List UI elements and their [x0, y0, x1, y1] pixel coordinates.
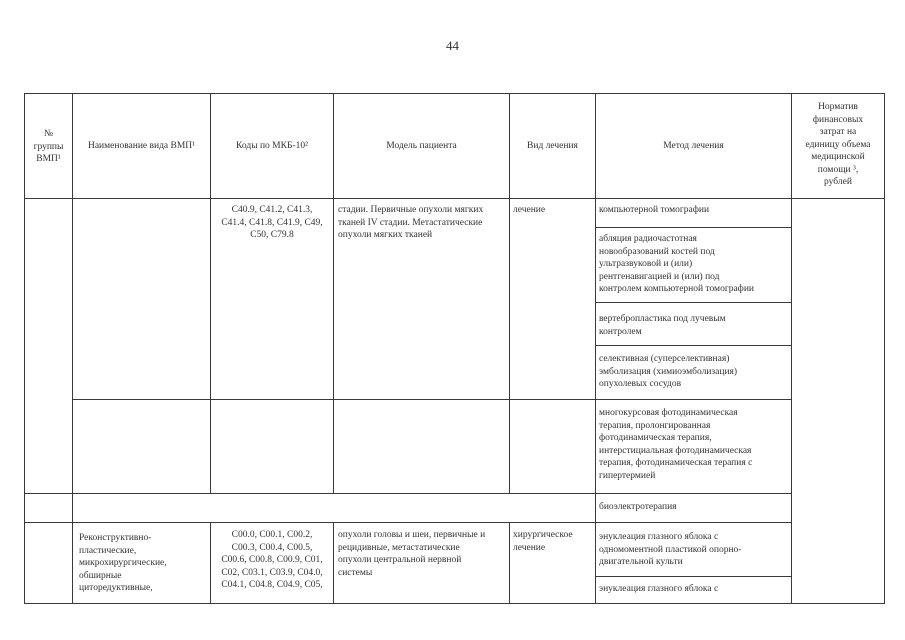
header-financial-norm: Норматив финансовых затрат на единицу объема медицинской помощи ³, рублей — [805, 102, 871, 187]
column-divider — [333, 522, 334, 604]
header-treatment-type: Вид лечения — [527, 141, 578, 151]
table-top-border — [24, 93, 884, 94]
header-treatment-method: Метод лечения — [663, 141, 724, 151]
treatment-method-cell: энуклеация глазного яблока с одномоментной пластикой опорно- двигательной культи — [599, 532, 742, 567]
header-bottom-border — [24, 198, 884, 199]
page-number: 44 — [446, 38, 459, 53]
treatment-type-cell: хирургическое лечение — [513, 530, 573, 553]
column-divider — [333, 93, 334, 493]
table-left-border — [24, 93, 25, 604]
treatment-method-cell: селективная (суперселективная) эмболизация (химиоэмболизация) опухолевых сосудов — [599, 354, 738, 389]
row-divider — [595, 345, 791, 346]
patient-model-cell: стадии. Первичные опухоли мягких тканей IV стадии. Метастатические опухоли мягких тканей — [338, 205, 484, 240]
header-icd-codes: Коды по МКБ-10² — [236, 141, 308, 151]
row-divider — [72, 399, 791, 400]
treatment-method-cell: компьютерной томографии — [599, 205, 710, 215]
icd-codes-cell: C00.0, C00.1, C00.2, C00.3, C00.4, C00.5, C00.6, C00.8, C00.9, C01, C02, C03.1, C03.9, C04.0, C04.1, C04.8, C04.9, C05, — [221, 530, 323, 590]
column-divider — [509, 93, 510, 493]
patient-model-cell: опухоли головы и шеи, первичные и рецидивные, метастатические опухоли центральной нервной системы — [338, 530, 486, 578]
row-divider — [24, 522, 791, 523]
column-divider — [72, 93, 73, 604]
treatment-method-cell: биоэлектротерапия — [599, 502, 677, 512]
column-divider — [509, 522, 510, 604]
treatment-method-cell: абляция радиочастотная новообразований костей под ультразвуковой и (или) рентгенавигацией и (или) под контролем компьютерной томографии — [599, 234, 755, 294]
header-vmp-name: Наименование вида ВМП¹ — [87, 141, 196, 151]
treatment-method-cell: вертебропластика под лучевым контролем — [599, 314, 726, 337]
table-right-border — [884, 93, 885, 604]
row-divider — [595, 576, 791, 577]
header-patient-model: Модель пациента — [386, 141, 457, 151]
row-divider — [595, 302, 791, 303]
vmp-name-cell: Реконструктивно- пластические, микрохирургические, обширные циторедуктивные, — [79, 533, 167, 593]
treatment-type-cell: лечение — [513, 205, 546, 215]
row-divider — [595, 227, 791, 228]
icd-codes-cell: C40.9, C41.2, C41.3, C41.4, C41.8, C41.9, C49, C50, C79.8 — [221, 205, 323, 240]
table-bottom-border — [24, 603, 884, 604]
treatment-method-cell: энуклеация глазного яблока с — [599, 584, 719, 594]
column-divider — [595, 93, 596, 604]
row-divider — [24, 493, 791, 494]
column-divider — [210, 93, 211, 493]
treatment-method-cell: многокурсовая фотодинамическая терапия, пролонгированная фотодинамическая терапия, интерстициальная фотодинамическая терапия, фотодинамическая терапия с гипертермией — [599, 408, 753, 481]
header-group-number: № группы ВМП¹ — [33, 129, 64, 164]
